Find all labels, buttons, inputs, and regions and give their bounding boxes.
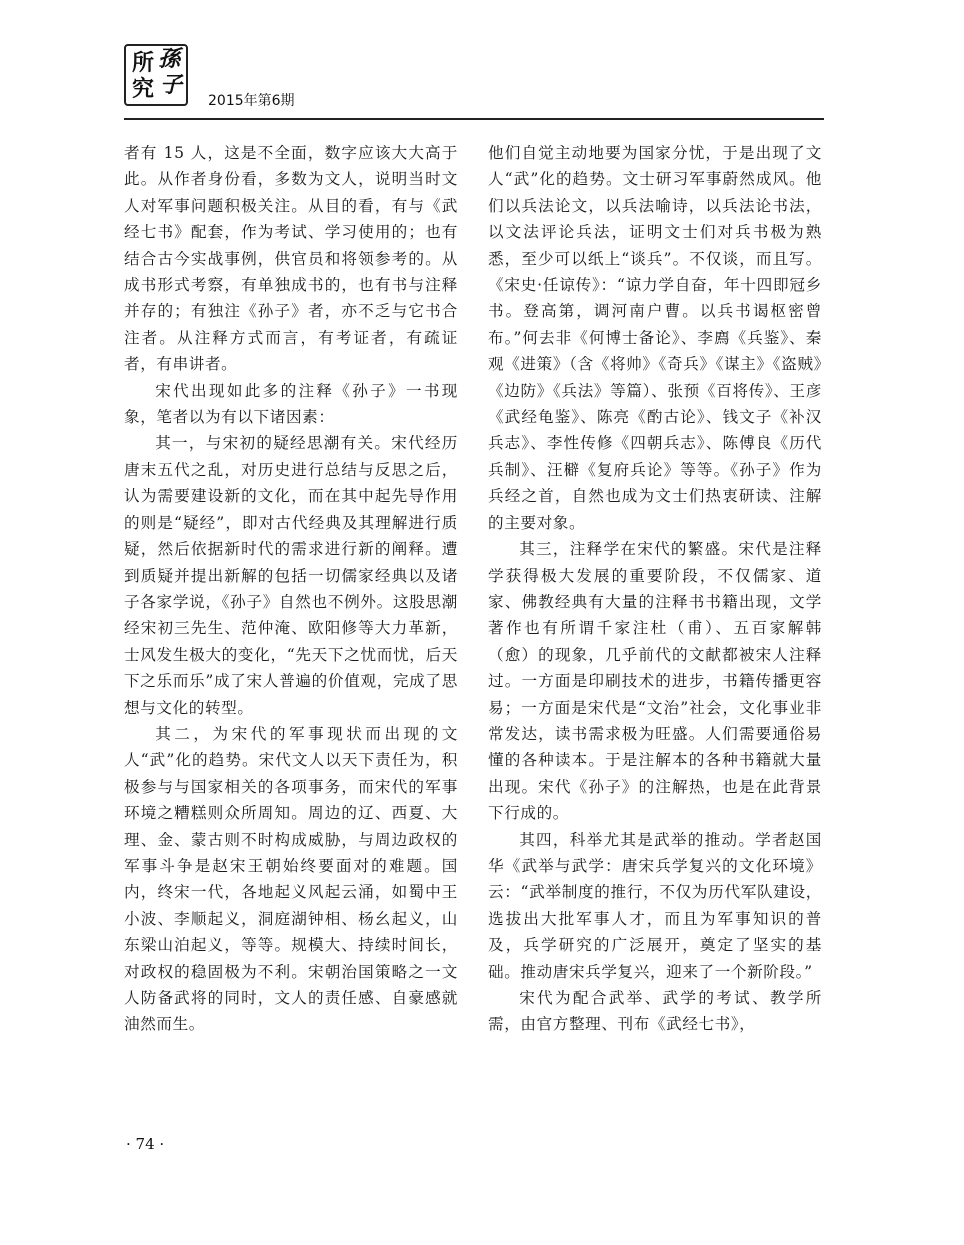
right-column	[488, 140, 822, 1038]
paragraph: 其一，与宋初的疑经思潮有关。宋代经历唐末五代之乱，对历史进行总结与反思之后，认为需要建设新的文化，而在其中起先导作用的则是“疑经”，即对古代经典及其理解进行质疑，然后依据新时代的需求进行新的阐释。遭到质疑并提出新解的包括一切儒家经典以及诸子各家学说，《孙子》自然也不例外。这股思潮经宋初三先生、范仲淹、欧阳修等大力革新，士风发生极大的变化，“先天下之忧而忧，后天下之乐而乐”成了宋人普遍的价值观，完成了思想与文化的转型。	[124, 434, 458, 717]
header-rule	[124, 118, 824, 120]
page-header	[124, 44, 824, 116]
paragraph: 者有 15 人，这是不全面，数字应该大大高于此。从作者身份看，多数为文人，说明当时文人对军事问题积极关注。从目的看，有与《武经七书》配套，作为考试、学习使用的；也有结合古今实战事例，供官员和将领参考的。从成书形式考察，有单独成书的，也有书与注释并存的；有独注《孙子》者，亦不乏与它书合注者。从注释方式而言，有考证者，有疏证者，有串讲者。	[124, 144, 458, 374]
logo-char: 所	[132, 50, 155, 76]
logo-char: 究	[132, 76, 155, 102]
page-number: · 74 ·	[126, 1135, 165, 1153]
left-column	[124, 140, 458, 1038]
journal-logo	[124, 44, 188, 106]
issue-label: 2015年第6期	[208, 93, 295, 109]
paragraph: 宋代出现如此多的注释《孙子》一书现象，笔者以为有以下诸因素：	[124, 381, 458, 427]
paragraph: 其二，为宋代的军事现状而出现的文人“武”化的趋势。宋代文人以天下责任为，积极参与与国家相关的各项事务，而宋代的军事环境之糟糕则众所周知。周边的辽、西夏、大理、金、蒙古则不时构成威胁，与周边政权的军事斗争是赵宋王朝始终要面对的难题。国内，终宋一代，各地起义风起云涌，如蜀中王小波、李顺起义，洞庭湖钟相、杨幺起义，山东梁山泊起义，等等。规模大、持续时间长，对政权的稳固极为不利。宋朝治国策略之一文人防备武将的同时，文人的责任感、自豪感就油然而生。	[124, 724, 458, 1034]
paragraph: 其四，科举尤其是武举的推动。学者赵国华《武举与武学：唐宋兵学复兴的文化环境》云：“武举制度的推行，不仅为历代军队建设，选拔出大批军事人才，而且为军事知识的普及，兵学研究的广泛展开，奠定了坚实的基础。推动唐宋兵学复兴，迎来了一个新阶段。”	[488, 830, 822, 981]
paragraph: 宋代为配合武举、武学的考试、教学所需，由官方整理、刊布《武经七书》，	[488, 989, 822, 1034]
logo-char: 孫	[158, 46, 181, 72]
paragraph: 其三，注释学在宋代的繁盛。宋代是注释学获得极大发展的重要阶段，不仅儒家、道家、佛教经典有大量的注释书书籍出现，文学著作也有所谓千家注杜（甫）、五百家解韩（愈）的现象，几乎前代的文献都被宋人注释过。一方面是印刷技术的进步，书籍传播更容易；一方面是宋代是“文治”社会，文化事业非常发达，读书需求极为旺盛。人们需要通俗易懂的各种读本。于是注解本的各种书籍就大量出现。宋代《孙子》的注解热，也是在此背景下行成的。	[488, 540, 822, 823]
paragraph: 他们自觉主动地要为国家分忧，于是出现了文人“武”化的趋势。文士研习军事蔚然成风。他们以兵法论文，以兵法喻诗，以兵法论书法，以文法评论兵法，证明文士们对兵书极为熟悉，至少可以纸上“谈兵”。不仅谈，而且写。《宋史·任谅传》：“谅力学自奋，年十四即冠乡书。登高第，调河南户曹。以兵书谒枢密曾布。”何去非《何博士备论》、李廌《兵鉴》、秦观《进策》（含《将帅》《奇兵》《谋主》《盗贼》《边防》《兵法》等篇）、张预《百将传》、王彦《武经龟鉴》、陈亮《酌古论》、钱文子《补汉兵志》、李性传修《四朝兵志》、陈傅良《历代兵制》、汪檘《复府兵论》等等。《孙子》作为兵经之首，自然也成为文士们热衷研读、注解的主要对象。	[488, 144, 822, 532]
logo-char: 子	[160, 72, 183, 98]
